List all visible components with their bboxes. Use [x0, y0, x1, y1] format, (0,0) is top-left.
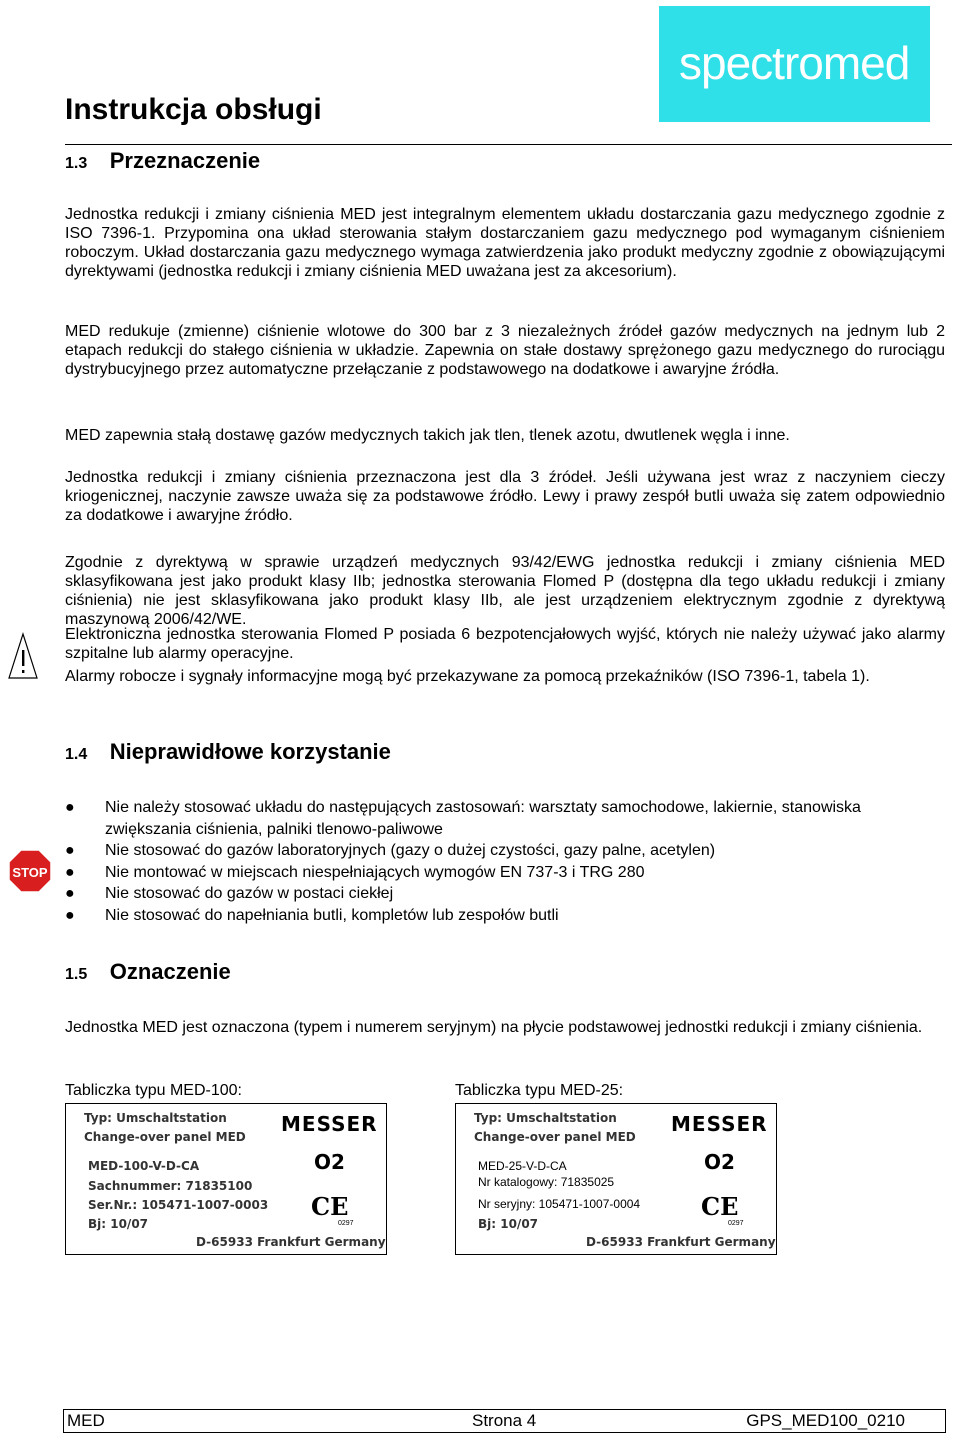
paragraph: MED redukuje (zmienne) ciśnienie wlotowe do 300 bar z 3 niezależnych źródeł gazów medycznych na jednym lub 2 etapach redukcji do stałego ciśnienia w układzie. Zapewnia on stałe dostawy sprężonego gazu medycznego do rurociągu dystrybucyjnego przez automatyczne przełączanie z podstawowego na dodatkowe i awaryjne źródła.: [65, 323, 945, 378]
overlay-serial: Nr seryjny: 105471-1007-0004: [478, 1197, 641, 1211]
paragraph: Alarmy robocze i sygnały informacyjne mogą być przekazywane za pomocą przekaźników (ISO 7396-1, tabela 1).: [65, 668, 870, 685]
list-item: ● Nie należy stosować układu do następujących zastosowań: warsztaty samochodowe, lakiernie, stanowiska zwiększania ciśnienia, palniki tlenowo-paliwowe: [65, 799, 861, 838]
section-heading-1-4: [65, 739, 391, 765]
caption-right: Tabliczka typu MED-25:: [455, 1082, 624, 1099]
misuse-list: [65, 797, 945, 926]
paragraph: Zgodnie z dyrektywą w sprawie urządzeń medycznych 93/42/EWG jednostka redukcji i zmiany ciśnienia MED sklasyfikowana jest jako produkt klasy IIb; jednostka sterowania Flomed P (dostępna dla tego układu redukcji i zmiany ciśnienia) nie jest sklasyfikowana jako produkt klasy IIb, ale jest urządzeniem elektrycznym zgodnie z dyrektywą maszynową 2006/42/WE.: [65, 554, 945, 628]
document-title: Instrukcja obsługi: [65, 93, 322, 126]
section-heading-1-5: [65, 959, 231, 985]
list-item: ● Nie stosować do gazów laboratoryjnych (gazy o dużej czystości, gazy palne, acetylen): [65, 842, 716, 859]
type-plate-med-100: Typ: Umschaltstation Change-over panel MED MED-100-V-D-CA Sachnummer: 71835100 Ser.Nr.: 105471-1007-0003 Bj: 10/07 MESSER O2 CE 0297 D-65933 Frankfurt Germany: [65, 1103, 387, 1255]
section-number: 1.5: [65, 966, 88, 983]
caption-left: Tabliczka typu MED-100:: [65, 1082, 242, 1099]
list-item: ● Nie stosować do napełniania butli, kompletów lub zespołów butli: [65, 906, 559, 924]
overlay-model: MED-25-V-D-CA: [478, 1159, 567, 1173]
list-item: ● Nie montować w miejscach niespełniających wymogów EN 737-3 i TRG 280: [65, 863, 645, 881]
paragraph: Jednostka MED jest oznaczona (typem i numerem seryjnym) na płycie podstawowej jednostki redukcji i zmiany ciśnienia.: [65, 1019, 923, 1036]
paragraph: Elektroniczna jednostka sterowania Flomed P posiada 6 bezpotencjałowych wyjść, których nie należy używać jako alarmy szpitalne lub alarmy operacyjne.: [65, 626, 945, 662]
messer-logo: MESSER: [671, 1112, 768, 1136]
section-number: 1.4: [65, 746, 88, 763]
paragraph: MED zapewnia stałą dostawę gazów medycznych takich jak tlen, tlenek azotu, dwutlenek węgla i inne.: [65, 427, 790, 444]
paragraph: Jednostka redukcji i zmiany ciśnienia MED jest integralnym elementem układu dostarczania gazu medycznego zgodnie z ISO 7396-1. Przypomina ona układ sterowania stałym dostarczaniem gazu medycznego pod wymaganym ciśnieniem roboczym. Układ dostarczania gazu medycznego wymaga zatwierdzenia jako produkt medyczny zgodnie z obowiązującymi dyrektywami (jednostka redukcji i zmiany ciśnienia MED uważana jest za akcesorium).: [65, 206, 945, 280]
overlay-catalog: Nr katalogowy: 71835025: [478, 1175, 615, 1189]
section-number: 1.3: [65, 155, 88, 172]
section-heading-1-3: [65, 148, 260, 174]
section-title: Nieprawidłowe korzystanie: [109, 739, 391, 764]
logo-text: spectromed: [679, 37, 910, 89]
messer-logo: MESSER: [281, 1112, 378, 1136]
footer-left: MED: [67, 1411, 105, 1430]
section-title: Przeznaczenie: [109, 148, 261, 173]
ce-mark: CE: [701, 1192, 739, 1221]
spectromed-logo: [659, 6, 930, 122]
paragraph: Jednostka redukcji i zmiany ciśnienia przeznaczona jest dla 3 źródeł. Jeśli używana jest wraz z naczyniem cieczy kriogenicznej, naczynie zawsze uważa się za podstawowe źródło. Lewy i prawy zespół butli uważa się zatem odpowiednio za dodatkowe i awaryjne źródło.: [65, 469, 945, 524]
header-rule: [65, 144, 952, 145]
list-item: ● Nie stosować do gazów w postaci ciekłej: [65, 885, 394, 902]
type-plate-med-25: Typ: Umschaltstation Change-over panel MED Bj: 10/07 MESSER O2 CE 0297 D-65933 Frankfurt Germany MED-25-V-D-CA Nr katalogowy: 71835025 Nr seryjny: 105471-1007-0004: [455, 1103, 777, 1255]
page-number: Strona 4: [472, 1411, 537, 1430]
stop-text: STOP: [12, 865, 48, 880]
ce-mark: CE: [311, 1192, 349, 1221]
footer-right: GPS_MED100_0210: [746, 1411, 905, 1430]
section-title: Oznaczenie: [109, 959, 231, 984]
page-footer: [63, 1409, 946, 1433]
stop-sign-icon: [8, 849, 52, 898]
warning-triangle-icon: [8, 632, 38, 685]
